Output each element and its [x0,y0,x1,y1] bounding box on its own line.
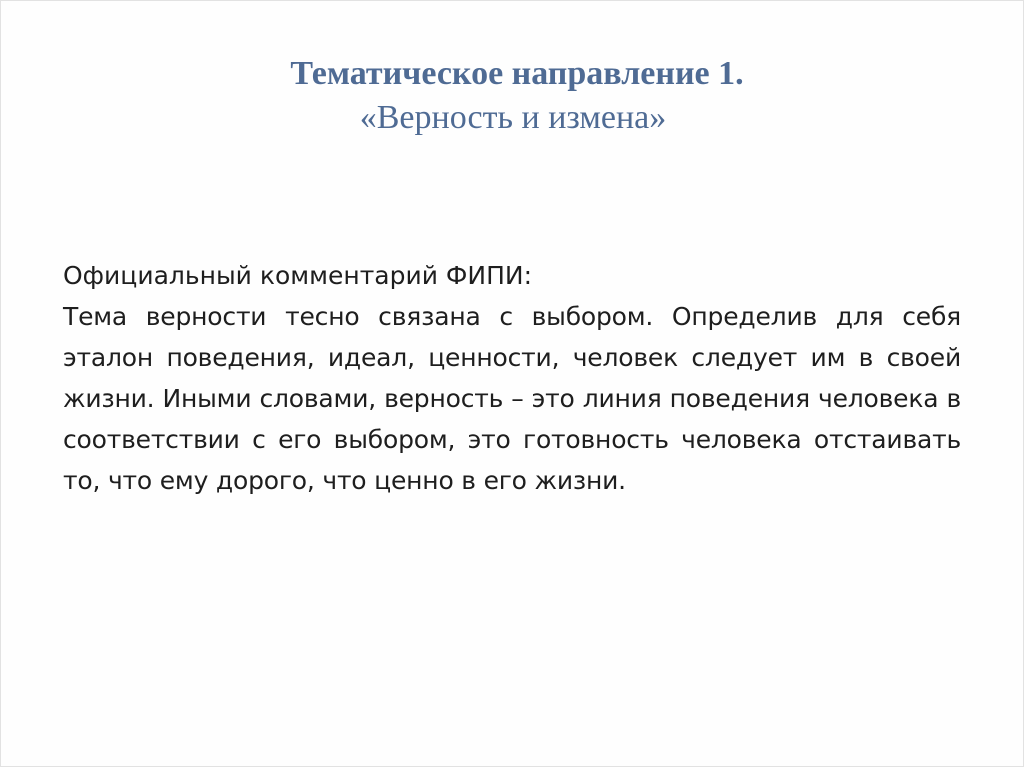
comment-text: Тема верности тесно связана с выбором. Определив для себя эталон поведения, идеал, ценности, человек следует им в своей жизни. Иными словами, верность – это линия поведения человека в соответствии с его выбором, это готовность человека отстаивать то, что ему дорого, что ценно в его жизни. [63,302,961,495]
title-line-1: Тематическое направление 1. [290,55,744,92]
comment-block [63,255,961,501]
title-line-2: «Верность и измена» [359,99,667,136]
slide-title [1,53,1024,139]
comment-heading: Официальный комментарий ФИПИ: [63,261,533,290]
